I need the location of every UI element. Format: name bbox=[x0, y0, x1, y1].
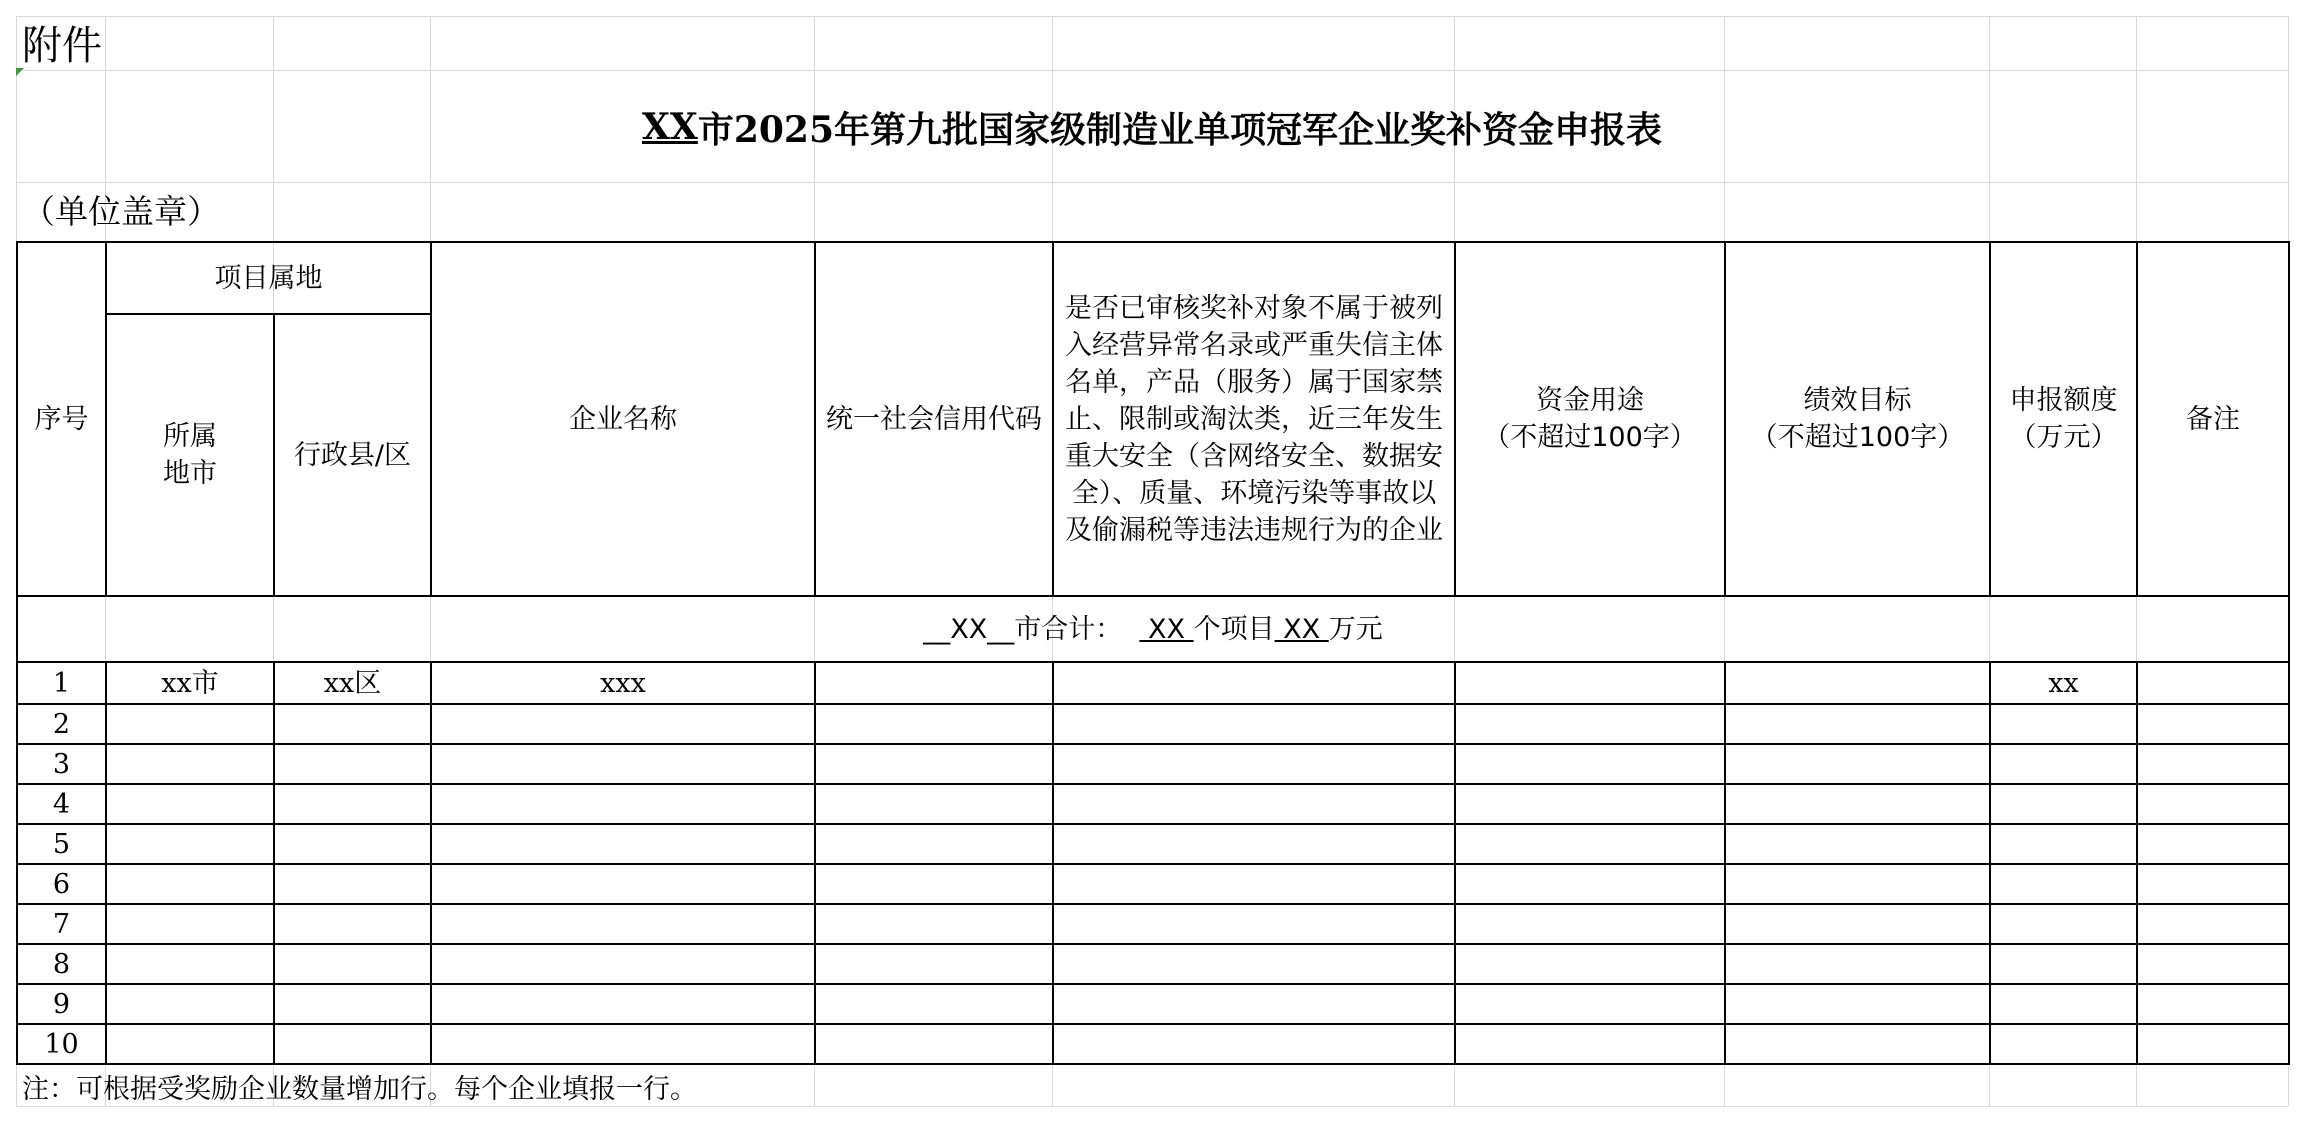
row-remarks[interactable] bbox=[2137, 704, 2289, 744]
table-row bbox=[17, 984, 2289, 1024]
row-credit-code[interactable] bbox=[815, 944, 1053, 984]
row-compliance[interactable] bbox=[1053, 904, 1455, 944]
row-fund-usage[interactable] bbox=[1455, 944, 1725, 984]
row-remarks[interactable] bbox=[2137, 744, 2289, 784]
attachment-label: 附件 bbox=[22, 23, 102, 69]
row-compliance[interactable] bbox=[1053, 744, 1455, 784]
row-index: 3 bbox=[17, 744, 106, 784]
row-index: 5 bbox=[17, 824, 106, 864]
summary-amount-unit: 万元 bbox=[1328, 613, 1383, 645]
table-row bbox=[17, 824, 2289, 864]
row-performance-goal[interactable] bbox=[1725, 824, 1990, 864]
table-row bbox=[17, 784, 2289, 824]
row-fund-usage[interactable] bbox=[1455, 784, 1725, 824]
row-performance-goal[interactable] bbox=[1725, 904, 1990, 944]
gridline bbox=[16, 70, 2288, 71]
row-compliance[interactable] bbox=[1053, 662, 1455, 704]
row-district[interactable] bbox=[274, 984, 431, 1024]
row-compliance[interactable] bbox=[1053, 704, 1455, 744]
row-fund-usage[interactable] bbox=[1455, 662, 1725, 704]
footnote: 注：可根据受奖励企业数量增加行。每个企业填报一行。 bbox=[22, 1074, 697, 1105]
row-credit-code[interactable] bbox=[815, 904, 1053, 944]
row-performance-goal[interactable] bbox=[1725, 744, 1990, 784]
row-fund-usage[interactable] bbox=[1455, 904, 1725, 944]
row-credit-code[interactable] bbox=[815, 864, 1053, 904]
row-fund-usage[interactable] bbox=[1455, 704, 1725, 744]
row-district[interactable] bbox=[274, 824, 431, 864]
title-city-placeholder: XX bbox=[641, 106, 698, 148]
row-fund-usage[interactable] bbox=[1455, 744, 1725, 784]
row-credit-code[interactable] bbox=[815, 1024, 1053, 1064]
row-city[interactable] bbox=[106, 984, 274, 1024]
stamp-note: （单位盖章） bbox=[22, 192, 220, 231]
row-city[interactable] bbox=[106, 784, 274, 824]
table-row bbox=[17, 864, 2289, 904]
row-credit-code[interactable] bbox=[815, 744, 1053, 784]
summary-amount[interactable]: XX bbox=[1274, 613, 1329, 645]
row-company[interactable] bbox=[431, 904, 815, 944]
row-remarks[interactable] bbox=[2137, 984, 2289, 1024]
summary-project-count[interactable]: XX bbox=[1139, 613, 1194, 645]
row-amount[interactable] bbox=[1990, 1024, 2137, 1064]
row-remarks[interactable] bbox=[2137, 784, 2289, 824]
row-credit-code[interactable] bbox=[815, 784, 1053, 824]
row-index: 8 bbox=[17, 944, 106, 984]
row-company[interactable] bbox=[431, 944, 815, 984]
summary-project-unit: 个项目 bbox=[1193, 613, 1275, 645]
row-compliance[interactable] bbox=[1053, 824, 1455, 864]
header-city: 所属 地市 bbox=[106, 314, 274, 596]
row-district[interactable]: xx区 bbox=[274, 662, 431, 704]
row-index: 7 bbox=[17, 904, 106, 944]
header-remarks: 备注 bbox=[2137, 242, 2289, 596]
row-remarks[interactable] bbox=[2137, 1024, 2289, 1064]
row-amount[interactable] bbox=[1990, 864, 2137, 904]
row-city[interactable] bbox=[106, 904, 274, 944]
row-company[interactable] bbox=[431, 984, 815, 1024]
header-location-group: 项目属地 bbox=[106, 242, 431, 314]
row-compliance[interactable] bbox=[1053, 784, 1455, 824]
row-index: 9 bbox=[17, 984, 106, 1024]
row-remarks[interactable] bbox=[2137, 904, 2289, 944]
summary-city-total-label: 市合计： bbox=[1014, 613, 1140, 645]
row-city[interactable] bbox=[106, 944, 274, 984]
header-credit-code: 统一社会信用代码 bbox=[815, 242, 1053, 596]
row-company[interactable] bbox=[431, 784, 815, 824]
row-amount[interactable] bbox=[1990, 704, 2137, 744]
row-remarks[interactable] bbox=[2137, 864, 2289, 904]
row-district[interactable] bbox=[274, 944, 431, 984]
row-city[interactable]: xx市 bbox=[106, 662, 274, 704]
header-performance-goal: 绩效目标 （不超过100字） bbox=[1725, 242, 1990, 596]
row-district[interactable] bbox=[274, 904, 431, 944]
row-city[interactable] bbox=[106, 824, 274, 864]
row-amount[interactable] bbox=[1990, 944, 2137, 984]
row-compliance[interactable] bbox=[1053, 864, 1455, 904]
row-amount[interactable] bbox=[1990, 784, 2137, 824]
row-district[interactable] bbox=[274, 864, 431, 904]
title-text: 市2025年第九批国家级制造业单项冠军企业奖补资金申报表 bbox=[697, 108, 1663, 151]
row-company[interactable]: xxx bbox=[431, 662, 815, 704]
table-row bbox=[17, 944, 2289, 984]
row-remarks[interactable] bbox=[2137, 944, 2289, 984]
row-fund-usage[interactable] bbox=[1455, 824, 1725, 864]
row-index: 1 bbox=[17, 662, 106, 704]
header-fund-usage: 资金用途 （不超过100字） bbox=[1455, 242, 1725, 596]
row-performance-goal[interactable] bbox=[1725, 704, 1990, 744]
row-credit-code[interactable] bbox=[815, 984, 1053, 1024]
row-index: 2 bbox=[17, 704, 106, 744]
row-city[interactable] bbox=[106, 704, 274, 744]
row-fund-usage[interactable] bbox=[1455, 864, 1725, 904]
header-compliance-check: 是否已审核奖补对象不属于被列入经营异常名录或严重失信主体名单，产品（服务）属于国家禁止、限制或淘汰类，近三年发生重大安全（含网络安全、数据安全）、质量、环境污染等事故以及偷漏税等违法违规行为的企业 bbox=[1053, 242, 1455, 596]
row-district[interactable] bbox=[274, 1024, 431, 1064]
page-title bbox=[16, 72, 2288, 182]
row-city[interactable] bbox=[106, 1024, 274, 1064]
row-district[interactable] bbox=[274, 784, 431, 824]
header-district: 行政县/区 bbox=[274, 314, 431, 596]
row-fund-usage[interactable] bbox=[1455, 1024, 1725, 1064]
row-performance-goal[interactable] bbox=[1725, 1024, 1990, 1064]
row-company[interactable] bbox=[431, 704, 815, 744]
row-district[interactable] bbox=[274, 704, 431, 744]
header-amount: 申报额度 （万元） bbox=[1990, 242, 2137, 596]
row-performance-goal[interactable] bbox=[1725, 864, 1990, 904]
row-remarks[interactable] bbox=[2137, 662, 2289, 704]
row-performance-goal[interactable] bbox=[1725, 944, 1990, 984]
header-index: 序号 bbox=[17, 242, 106, 596]
row-company[interactable] bbox=[431, 1024, 815, 1064]
row-amount[interactable] bbox=[1990, 824, 2137, 864]
row-performance-goal[interactable] bbox=[1725, 784, 1990, 824]
summary-city-blank[interactable]: __XX__ bbox=[923, 613, 1015, 645]
row-city[interactable] bbox=[106, 744, 274, 784]
header-company-name: 企业名称 bbox=[431, 242, 815, 596]
row-performance-goal[interactable] bbox=[1725, 984, 1990, 1024]
row-city[interactable] bbox=[106, 864, 274, 904]
table-row bbox=[17, 704, 2289, 744]
gridline bbox=[16, 16, 2288, 17]
row-credit-code[interactable] bbox=[815, 824, 1053, 864]
row-performance-goal[interactable] bbox=[1725, 662, 1990, 704]
row-amount[interactable]: xx bbox=[1990, 662, 2137, 704]
row-remarks[interactable] bbox=[2137, 824, 2289, 864]
row-index: 6 bbox=[17, 864, 106, 904]
row-district[interactable] bbox=[274, 744, 431, 784]
table-row bbox=[17, 904, 2289, 944]
row-amount[interactable] bbox=[1990, 744, 2137, 784]
row-credit-code[interactable] bbox=[815, 662, 1053, 704]
row-credit-code[interactable] bbox=[815, 704, 1053, 744]
row-index: 4 bbox=[17, 784, 106, 824]
row-compliance[interactable] bbox=[1053, 1024, 1455, 1064]
application-table bbox=[16, 241, 2290, 1065]
row-compliance[interactable] bbox=[1053, 944, 1455, 984]
table-row bbox=[17, 662, 2289, 704]
row-compliance[interactable] bbox=[1053, 984, 1455, 1024]
row-company[interactable] bbox=[431, 824, 815, 864]
city-summary-row bbox=[17, 596, 2289, 662]
row-company[interactable] bbox=[431, 864, 815, 904]
row-amount[interactable] bbox=[1990, 904, 2137, 944]
row-fund-usage[interactable] bbox=[1455, 984, 1725, 1024]
table-row bbox=[17, 1024, 2289, 1064]
row-amount[interactable] bbox=[1990, 984, 2137, 1024]
gridline bbox=[16, 182, 2288, 183]
table-row bbox=[17, 744, 2289, 784]
row-index: 10 bbox=[17, 1024, 106, 1064]
row-company[interactable] bbox=[431, 744, 815, 784]
